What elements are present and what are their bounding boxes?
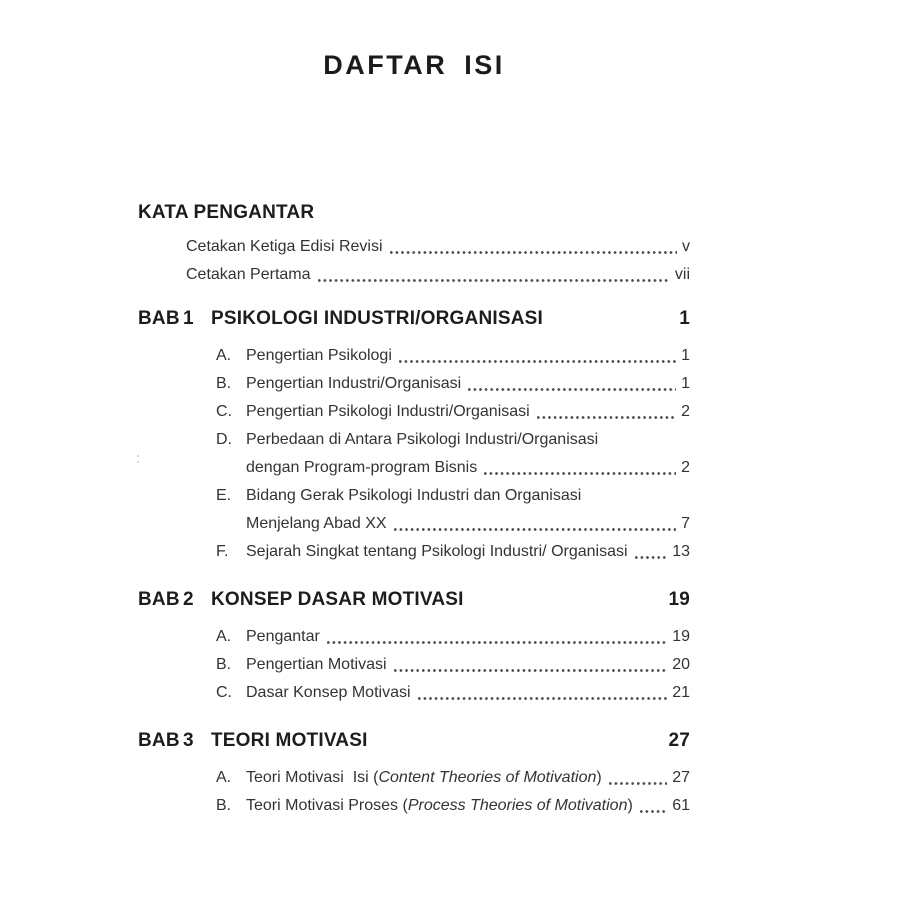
entry-page-number: 7 bbox=[681, 515, 690, 532]
entry-line-2 bbox=[216, 454, 690, 482]
chapter-label: BAB bbox=[138, 308, 180, 329]
entry-line-1 bbox=[216, 426, 690, 454]
entry-page-number: 20 bbox=[672, 656, 690, 673]
entry-page-number: 19 bbox=[672, 628, 690, 645]
chapter-number: 3 bbox=[183, 730, 194, 751]
entry-text: Perbedaan di Antara Psikologi Industri/Organisasi bbox=[246, 431, 599, 448]
toc-entry bbox=[216, 623, 690, 651]
chapter-heading bbox=[138, 586, 690, 614]
entry-page-number: 27 bbox=[672, 769, 690, 786]
toc-entry bbox=[216, 679, 690, 707]
entry-line-2 bbox=[216, 510, 690, 538]
entry-letter: A. bbox=[216, 628, 232, 645]
entry-letter: D. bbox=[216, 431, 232, 448]
entry-text: Dasar Konsep Motivasi bbox=[246, 684, 411, 701]
dot-leader bbox=[640, 810, 667, 813]
toc-entry bbox=[216, 398, 690, 426]
dot-leader bbox=[399, 360, 676, 363]
dot-leader bbox=[394, 669, 668, 672]
entry-page-number: vii bbox=[674, 266, 690, 283]
entry-text-segment: ) bbox=[627, 797, 633, 814]
dot-leader bbox=[390, 251, 677, 254]
dot-leader bbox=[468, 388, 676, 391]
front-matter-section bbox=[138, 199, 690, 289]
entry-page-number: 1 bbox=[681, 347, 690, 364]
dot-leader bbox=[484, 472, 676, 475]
chapter-section-bab-2 bbox=[138, 586, 690, 707]
chapter-page-number: 1 bbox=[679, 308, 690, 329]
toc-entry-multiline bbox=[216, 482, 690, 538]
dot-leader bbox=[635, 556, 668, 559]
entry-letter: F. bbox=[216, 543, 229, 560]
chapter-section-bab-3 bbox=[138, 727, 690, 820]
entry-text: Bidang Gerak Psikologi Industri dan Organisasi bbox=[246, 487, 582, 504]
front-matter-entries bbox=[138, 233, 690, 289]
entry-text bbox=[246, 764, 602, 792]
entry-text: Cetakan Pertama bbox=[186, 266, 311, 283]
toc-entry bbox=[216, 764, 690, 792]
chapter-number: 1 bbox=[183, 308, 194, 329]
entry-text: dengan Program-program Bisnis bbox=[246, 459, 478, 476]
dot-leader bbox=[609, 782, 668, 785]
entry-letter: B. bbox=[216, 375, 232, 392]
entry-text-italic: Process Theories of Motivation bbox=[407, 797, 628, 814]
entry-letter: C. bbox=[216, 403, 232, 420]
entry-text-segment: Teori Motivasi Isi ( bbox=[246, 769, 379, 786]
toc-entry bbox=[186, 233, 690, 261]
entry-text-italic: Content Theories of Motivation bbox=[378, 769, 597, 786]
toc-entry bbox=[216, 370, 690, 398]
chapter-entries bbox=[138, 764, 690, 820]
toc-entry-multiline bbox=[216, 426, 690, 482]
front-matter-heading-label: KATA PENGANTAR bbox=[138, 202, 315, 223]
entry-text: Cetakan Ketiga Edisi Revisi bbox=[186, 238, 383, 255]
dot-leader bbox=[327, 641, 667, 644]
entry-text: Menjelang Abad XX bbox=[246, 515, 387, 532]
chapter-label: BAB bbox=[138, 730, 180, 751]
entry-text: Pengertian Psikologi Industri/Organisasi bbox=[246, 403, 530, 420]
chapter-title: KONSEP DASAR MOTIVASI bbox=[211, 589, 464, 610]
chapter-heading bbox=[138, 305, 690, 333]
toc-entry bbox=[216, 538, 690, 566]
toc-entry bbox=[216, 342, 690, 370]
dot-leader bbox=[537, 416, 676, 419]
chapter-title: TEORI MOTIVASI bbox=[211, 730, 368, 751]
entry-line-1 bbox=[216, 482, 690, 510]
toc-content bbox=[138, 199, 690, 820]
entry-text: Pengertian Psikologi bbox=[246, 347, 392, 364]
entry-page-number: 1 bbox=[681, 375, 690, 392]
chapter-heading bbox=[138, 727, 690, 755]
chapter-label: BAB bbox=[138, 589, 180, 610]
entry-letter: E. bbox=[216, 487, 232, 504]
entry-text-segment: ) bbox=[596, 769, 602, 786]
chapter-entries bbox=[138, 342, 690, 566]
entry-letter: B. bbox=[216, 656, 232, 673]
toc-entry bbox=[186, 261, 690, 289]
entry-letter: A. bbox=[216, 347, 232, 364]
entry-letter: B. bbox=[216, 797, 232, 814]
toc-entry bbox=[216, 792, 690, 820]
front-matter-heading bbox=[138, 199, 690, 227]
entry-letter: C. bbox=[216, 684, 232, 701]
entry-page-number: 2 bbox=[681, 459, 690, 476]
entry-text: Pengertian Motivasi bbox=[246, 656, 387, 673]
entry-text: Pengantar bbox=[246, 628, 320, 645]
chapter-title: PSIKOLOGI INDUSTRI/ORGANISASI bbox=[211, 308, 543, 329]
chapter-page-number: 19 bbox=[668, 589, 690, 610]
entry-text: Sejarah Singkat tentang Psikologi Industri/ Organisasi bbox=[246, 543, 628, 560]
entry-text-segment: Teori Motivasi Proses ( bbox=[246, 797, 408, 814]
entry-page-number: 2 bbox=[681, 403, 690, 420]
toc-entry bbox=[216, 651, 690, 679]
dot-leader bbox=[394, 528, 677, 531]
dot-leader bbox=[318, 279, 670, 282]
entry-page-number: 21 bbox=[672, 684, 690, 701]
entry-page-number: 13 bbox=[672, 543, 690, 560]
dot-leader bbox=[418, 697, 668, 700]
chapter-entries bbox=[138, 623, 690, 707]
entry-page-number: 61 bbox=[672, 797, 690, 814]
entry-text: Pengertian Industri/Organisasi bbox=[246, 375, 462, 392]
entry-page-number: v bbox=[682, 238, 690, 255]
entry-letter: A. bbox=[216, 769, 232, 786]
chapter-page-number: 27 bbox=[668, 730, 690, 751]
entry-text bbox=[246, 792, 633, 820]
chapter-number: 2 bbox=[183, 589, 194, 610]
page-title: DAFTAR ISI bbox=[323, 50, 505, 80]
chapter-section-bab-1 bbox=[138, 305, 690, 566]
